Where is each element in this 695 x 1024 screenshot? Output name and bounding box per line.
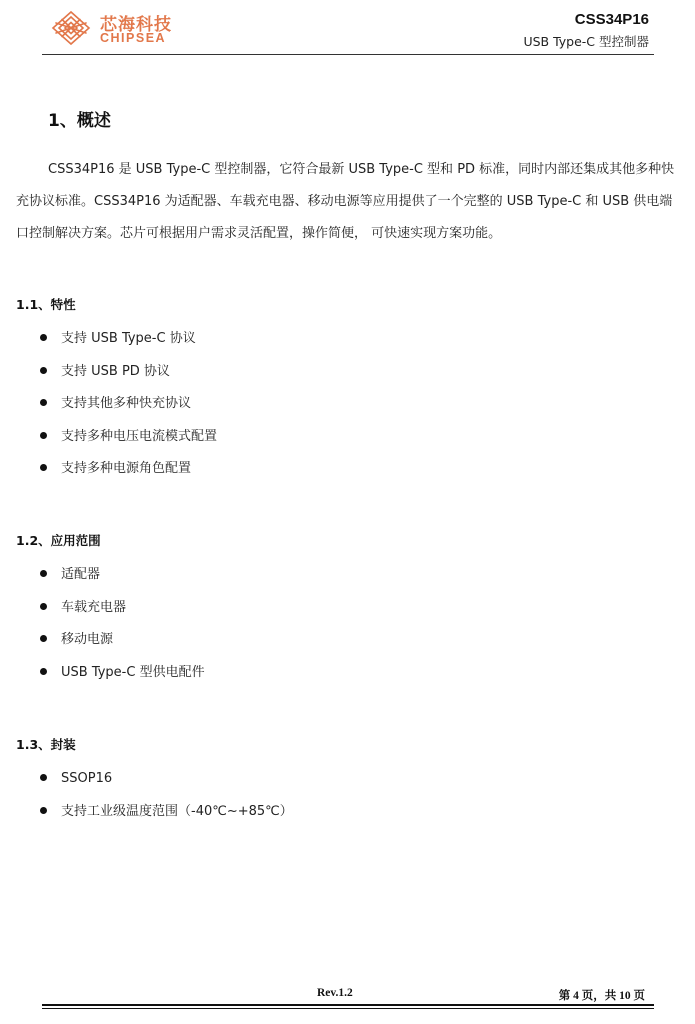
bullet-icon <box>40 668 47 675</box>
list-item-text: USB Type-C 型供电配件 <box>61 664 205 680</box>
list-item <box>40 559 205 592</box>
list-item-text: 支持 USB Type-C 协议 <box>61 331 196 346</box>
chipsea-logo <box>50 8 180 48</box>
bullet-icon <box>40 464 47 471</box>
bullet-icon <box>40 635 47 642</box>
package-title: 1.3、封装 <box>16 737 76 752</box>
bullet-icon <box>40 334 47 341</box>
footer-divider-thick <box>42 1004 654 1006</box>
page-header <box>0 0 695 60</box>
list-item-text: 支持工业级温度范围（-40℃~+85℃） <box>61 803 293 819</box>
list-item <box>40 796 293 829</box>
bullet-icon <box>40 367 47 374</box>
overview-paragraph <box>16 154 680 250</box>
footer-revision: Rev.1.2 <box>317 987 353 999</box>
bullet-icon <box>40 774 47 781</box>
bullet-icon <box>40 570 47 577</box>
list-item-text: 移动电源 <box>61 632 114 647</box>
list-item <box>40 323 217 356</box>
bullet-icon <box>40 807 47 814</box>
list-item <box>40 356 217 389</box>
features-list <box>40 323 217 486</box>
footer-divider-thin <box>42 1008 654 1009</box>
document-subtitle: USB Type-C 型控制器 <box>523 34 649 49</box>
list-item-text: 支持多种电源角色配置 <box>61 461 192 476</box>
footer-page-number: 第 4 页，共 10 页 <box>558 990 645 1002</box>
applications-title: 1.2、应用范围 <box>16 533 101 548</box>
list-item <box>40 657 205 690</box>
header-divider <box>42 54 654 55</box>
overview-title: 1、概述 <box>48 111 111 131</box>
list-item <box>40 388 217 421</box>
list-item-text: 支持其他多种快充协议 <box>61 396 192 411</box>
logo-chinese-text: 芯海科技 <box>100 15 172 35</box>
chipsea-logo-mark-icon <box>50 8 92 48</box>
document-id: CSS34P16 <box>574 11 649 28</box>
list-item <box>40 624 205 657</box>
list-item <box>40 763 293 796</box>
features-title: 1.1、特性 <box>16 297 76 312</box>
list-item <box>40 592 205 625</box>
list-item <box>40 421 217 454</box>
logo-english-text: CHIPSEA <box>100 31 167 45</box>
package-list <box>40 763 293 828</box>
bullet-icon <box>40 432 47 439</box>
list-item-text: 适配器 <box>61 567 101 582</box>
list-item-text: SSOP16 <box>61 771 113 786</box>
list-item-text: 支持多种电压电流模式配置 <box>61 428 218 444</box>
applications-list <box>40 559 205 689</box>
overview-paragraph-text: CSS34P16 是 USB Type-C 型控制器，它符合最新 USB Type-C 型和 PD 标准，同时内部还集成其他多种快充协议标准。CSS34P16 为适配器、车载充电器、移动电源等应用提供了一个完整的 USB Type-C 和 USB 供电端口控制解决方案。芯片可根据用户需求灵活配置，操作简便， 可快速实现方案功能。 <box>16 162 675 241</box>
list-item <box>40 453 217 486</box>
bullet-icon <box>40 603 47 610</box>
list-item-text: 支持 USB PD 协议 <box>61 363 170 379</box>
list-item-text: 车载充电器 <box>61 599 127 615</box>
bullet-icon <box>40 399 47 406</box>
